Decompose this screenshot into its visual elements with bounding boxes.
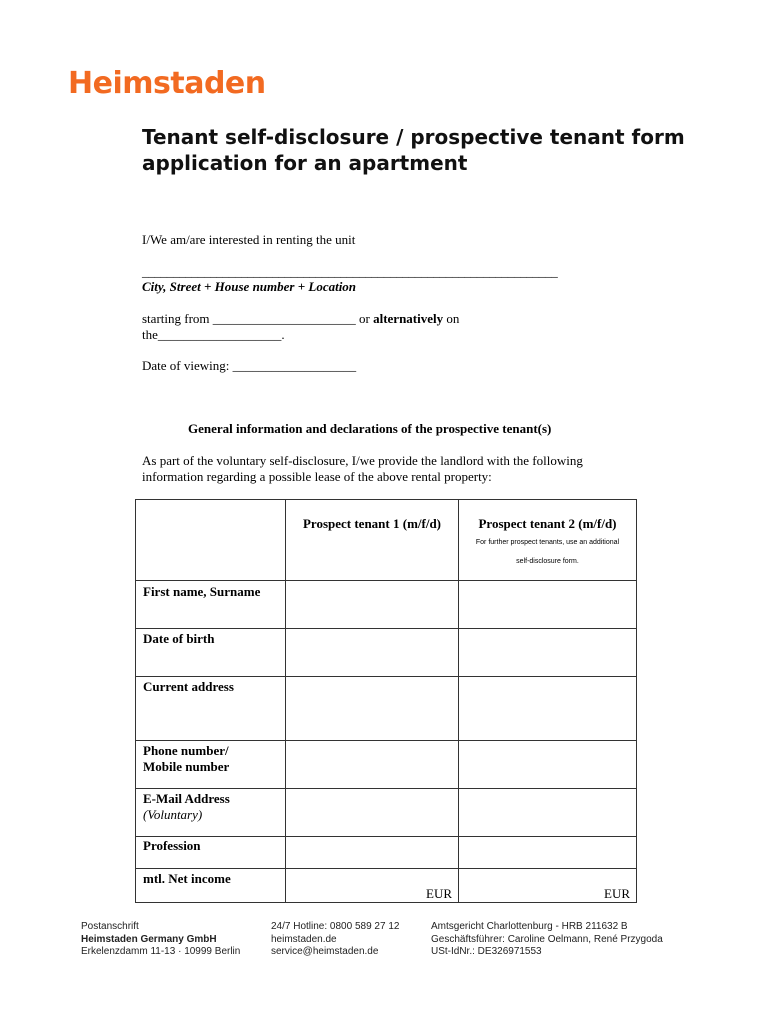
table-row-address (136, 677, 637, 741)
label-phone-number: Phone number/ Mobile number (136, 741, 286, 789)
table-row-dob (136, 629, 637, 677)
input-tenant2-phone[interactable] (459, 741, 637, 789)
table-header-row (136, 500, 637, 581)
table-row-income (136, 869, 637, 903)
additional-form-note: For further prospect tenants, use an additional self-disclosure form. (475, 539, 620, 565)
table-row-email (136, 789, 637, 837)
header-tenant-1: Prospect tenant 1 (m/f/d) (286, 500, 459, 581)
input-tenant2-address[interactable] (459, 677, 637, 741)
label-email-address: E-Mail Address (Voluntary) (136, 789, 286, 837)
starting-from-text: starting from ______________________ or (142, 311, 370, 326)
table-row-profession (136, 837, 637, 869)
alternatively-text: alternatively (373, 311, 444, 326)
input-tenant1-email[interactable] (286, 789, 459, 837)
alternative-date-line[interactable]: the___________________. (142, 327, 285, 342)
table-row-name (136, 581, 637, 629)
table-row-phone (136, 741, 637, 789)
input-tenant1-dob[interactable] (286, 629, 459, 677)
input-tenant1-profession[interactable] (286, 837, 459, 869)
input-tenant2-profession[interactable] (459, 837, 637, 869)
header-tenant-2: Prospect tenant 2 (m/f/d) For further prospect tenants, use an additional self-disclosure form. (459, 500, 637, 581)
section-intro-2: information regarding a possible lease of the above rental property: (142, 469, 492, 484)
on-text: on (446, 311, 460, 326)
label-date-of-birth: Date of birth (136, 629, 286, 677)
label-profession: Profession (136, 837, 286, 869)
intro-text: I/We am/are interested in renting the unit (142, 232, 356, 247)
unit-caption: City, Street + House number + Location (142, 279, 357, 294)
input-tenant2-name[interactable] (459, 581, 637, 629)
currency-label: EUR (426, 886, 452, 901)
document-title (142, 124, 702, 176)
input-tenant1-name[interactable] (286, 581, 459, 629)
label-first-name-surname: First name, Surname (136, 581, 286, 629)
date-of-viewing-line[interactable]: Date of viewing: ___________________ (142, 358, 357, 373)
input-tenant2-dob[interactable] (459, 629, 637, 677)
start-date-line[interactable] (142, 311, 459, 327)
currency-label: EUR (604, 886, 630, 901)
input-tenant2-income[interactable] (459, 869, 637, 903)
input-tenant1-phone[interactable] (286, 741, 459, 789)
heimstaden-logo: Heimstaden (68, 66, 266, 101)
input-tenant1-income[interactable] (286, 869, 459, 903)
footer-contact: 24/7 Hotline: 0800 589 27 12 heimstaden.de service@heimstaden.de (271, 921, 400, 957)
label-current-address: Current address (136, 677, 286, 741)
section-title: General information and declarations of the prospective tenant(s) (188, 421, 552, 436)
tenant-info-table (135, 499, 637, 903)
header-empty-cell (136, 500, 286, 581)
title-line-2: application for an apartment (142, 151, 468, 175)
input-tenant1-address[interactable] (286, 677, 459, 741)
unit-input-line[interactable]: ___________________________________________________________________ (142, 264, 558, 279)
footer-postal-address: Postanschrift Heimstaden Germany GmbH Erkelenzdamm 11-13 · 10999 Berlin (81, 921, 241, 957)
label-net-income: mtl. Net income (136, 869, 286, 903)
footer-company-info: Amtsgericht Charlottenburg - HRB 211632 B Geschäftsführer: Caroline Oelmann, René Przygoda USt-IdNr.: DE326971553 (431, 921, 663, 957)
section-intro-1: As part of the voluntary self-disclosure, I/we provide the landlord with the following (142, 453, 583, 468)
title-line-1: Tenant self-disclosure / prospective tenant form (142, 125, 685, 149)
input-tenant2-email[interactable] (459, 789, 637, 837)
